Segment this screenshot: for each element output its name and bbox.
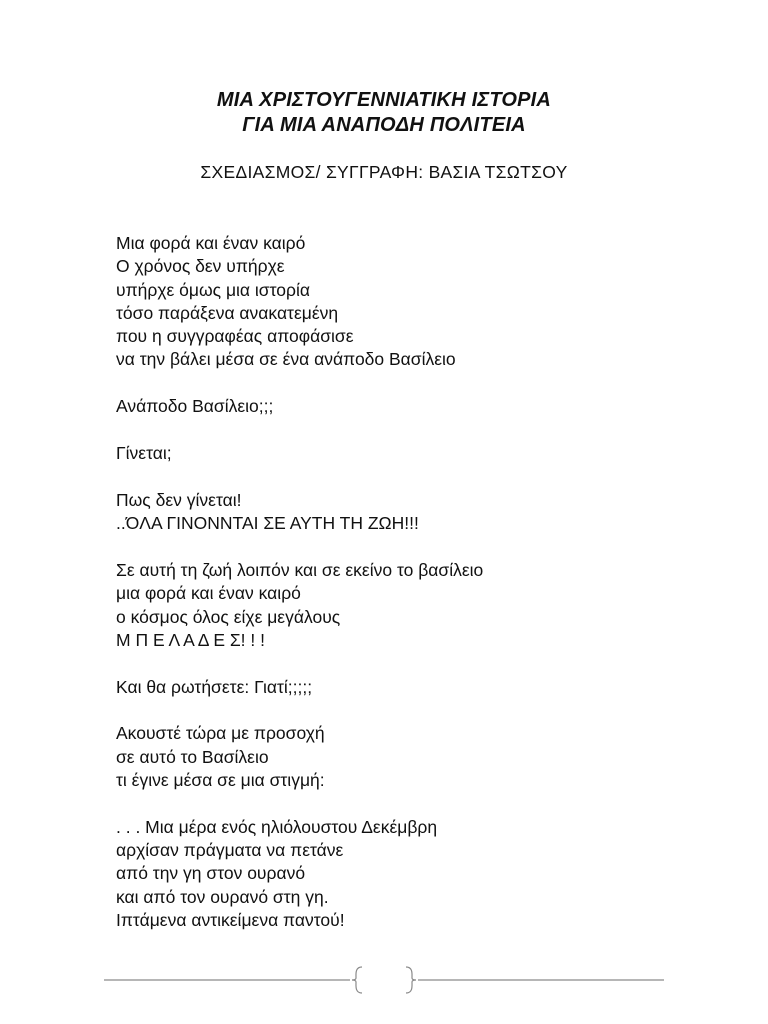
poem-body xyxy=(116,232,676,956)
poem-line: μια φορά και έναν καιρό xyxy=(116,583,301,604)
poem-line: Ο χρόνος δεν υπήρχε xyxy=(116,256,285,277)
poem-line: από την γη στον ουρανό xyxy=(116,863,306,884)
poem-line: σε αυτό το Βασίλειο xyxy=(116,746,269,767)
poem-line: Γίνεται; xyxy=(116,443,172,464)
stanza xyxy=(116,676,676,699)
poem-line: να την βάλει μέσα σε ένα ανάποδο Βασίλειο xyxy=(116,349,456,370)
poem-line: Ακουστέ τώρα με προσοχή xyxy=(116,723,325,744)
stanza xyxy=(116,489,676,536)
poem-line: τόσο παράξενα ανακατεμένη xyxy=(116,302,339,323)
title-line-2: ΓΙΑ ΜΙΑ ΑΝΑΠΟΔΗ ΠΟΛΙΤΕΙΑ xyxy=(242,114,526,136)
page-footer-ornament xyxy=(104,966,664,994)
poem-line: ..ΌΛΑ ΓΙΝΟΝΝΤΑΙ ΣΕ ΑΥΤΗ ΤΗ ΖΩΗ!!! xyxy=(116,513,419,534)
poem-line: Μια φορά και έναν καιρό xyxy=(116,233,306,253)
stanza xyxy=(116,816,676,932)
poem-line: Ανάποδο Βασίλειο;;; xyxy=(116,396,274,417)
poem-line: Ιπτάμενα αντικείμενα παντού! xyxy=(116,910,345,931)
stanza xyxy=(116,232,676,372)
stanza xyxy=(116,442,676,465)
poem-line: αρχίσαν πράγματα να πετάνε xyxy=(116,840,344,861)
author-credit: ΣΧΕΔΙΑΣΜΟΣ/ ΣΥΓΓΡΑΦΗ: ΒΑΣΙΑ ΤΣΩΤΣΟΥ xyxy=(200,162,568,182)
poem-line: ο κόσμος όλος είχε μεγάλους xyxy=(116,606,341,627)
poem-line: . . . Μια μέρα ενός ηλιόλουστου Δεκέμβρη xyxy=(116,816,438,837)
poem-line: και από τον ουρανό στη γη. xyxy=(116,886,329,907)
stanza xyxy=(116,559,676,652)
document-title xyxy=(0,88,768,138)
stanza xyxy=(116,722,676,792)
footer-divider-icon xyxy=(104,966,664,994)
stanza xyxy=(116,395,676,418)
title-line-1: ΜΙΑ ΧΡΙΣΤΟΥΓΕΝΝΙΑΤΙΚΗ ΙΣΤΟΡΙΑ xyxy=(216,89,552,111)
poem-line: Μ Π Ε Λ Α Δ Ε Σ! ! ! xyxy=(116,629,265,650)
poem-line: που η συγγραφέας αποφάσισε xyxy=(116,326,354,347)
poem-line: τι έγινε μέσα σε μια στιγμή: xyxy=(116,770,325,791)
poem-line: Και θα ρωτήσετε: Γιατί;;;;; xyxy=(116,676,313,697)
poem-line: Σε αυτή τη ζωή λοιπόν και σε εκείνο το βασίλειο xyxy=(116,559,484,580)
poem-line: υπήρχε όμως μια ιστορία xyxy=(116,279,310,300)
poem-line: Πως δεν γίνεται! xyxy=(116,489,242,510)
